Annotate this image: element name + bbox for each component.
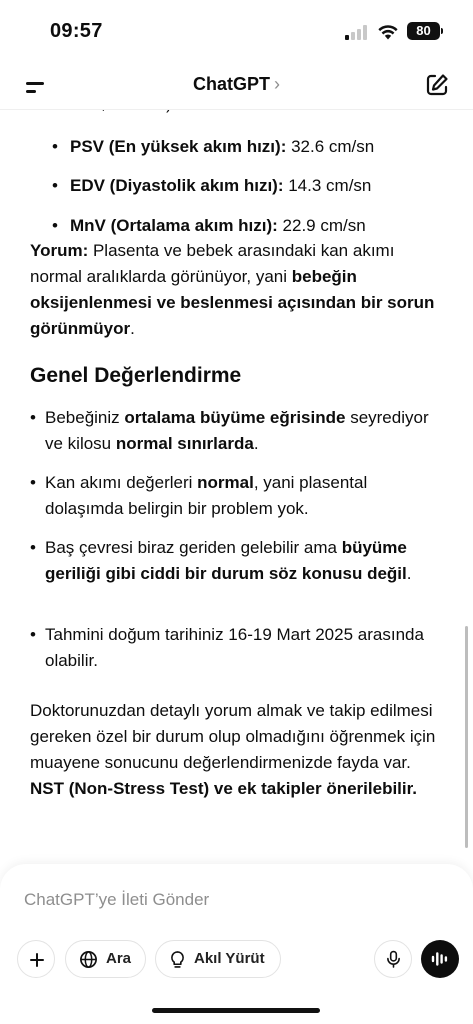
lightbulb-icon: [168, 950, 187, 969]
battery-cap: [441, 28, 443, 34]
reason-button[interactable]: [155, 940, 281, 978]
attach-button[interactable]: [17, 940, 55, 978]
doppler-value: 22.9 cm/sn: [277, 216, 366, 235]
doppler-label: PSV (En yüksek akım hızı):: [70, 137, 287, 156]
list-item: • Kan akımı değerleri normal, yani plasental dolaşımda belirgin bir problem yok.: [30, 473, 368, 518]
yorum-paragraph: Yorum: Plasenta ve bebek arasındaki kan akımı normal aralıklarda görünüyor, yani bebeğin oksijenlenmesi ve beslenmesi açısından bir sorun görünmüyor.: [30, 241, 435, 338]
doppler-value: 32.6 cm/sn: [286, 137, 375, 156]
chevron-right-icon: ›: [274, 74, 280, 94]
reason-label: Akıl Yürüt: [194, 950, 265, 967]
list-item: • Bebeğiniz ortalama büyüme eğrisinde seyrediyor ve kilosu normal sınırlarda.: [30, 408, 429, 453]
new-chat-icon[interactable]: [424, 72, 450, 98]
section-heading: Genel Değerlendirme: [30, 364, 242, 387]
home-indicator: [152, 1008, 320, 1013]
doppler-label: MnV (Ortalama akım hızı):: [70, 216, 278, 235]
cellular-signal-icon: [345, 24, 371, 40]
closing-paragraph: Doktorunuzdan detaylı yorum almak ve takip edilmesi gereken özel bir durum olup olmadığını öğrenmek için muayene sonucunu değerlendirmenizde fayda var. NST (Non-Stress Test) ve ek takipler önerilebilir.: [30, 701, 436, 798]
battery-icon: 80: [407, 22, 440, 40]
wifi-icon: [376, 21, 400, 41]
status-bar: [0, 0, 473, 64]
doppler-value: 14.3 cm/sn: [283, 176, 372, 195]
model-selector[interactable]: ChatGPT ›: [192, 74, 280, 94]
search-label: Ara: [106, 950, 132, 967]
scrollbar[interactable]: [465, 626, 468, 848]
voice-waveform-icon: [430, 949, 450, 969]
top-nav: [0, 64, 473, 110]
dictate-button[interactable]: [374, 940, 412, 978]
message-input[interactable]: ChatGPT’ye İleti Gönder: [24, 890, 210, 909]
microphone-icon: [386, 950, 401, 969]
composer: [0, 864, 473, 1024]
list-item: • Tahmini doğum tarihiniz 16-19 Mart 2025 arasında olabilir.: [30, 625, 424, 670]
chat-content[interactable]: • PSV (En yüksek akım hızı): 32.6 cm/sn • EDV (Diyastolik akım hızı): 14.3 cm/sn • MnV (Ortalama akım hızı): 22.9 cm/sn Yorum: Plasenta ve bebek arasındaki kan akımı normal aralıklarda görünüyor, yani bebeğin oksijenlenmesi ve beslenmesi açısından bir sorun görünmüyor. Genel Değerlendirme • Bebeğiniz ortalama büyüme eğrisinde seyrediyor ve kilosu normal sınırlarda. • Kan akımı değerleri normal, yani plasental dolaşımda belirgin bir problem yok. • Baş çevresi biraz geriden gelebilir ama büyüme geriliği gibi ciddi bir durum söz konusu değil. • Tahmini doğum tarihiniz 16-19 Mart 2025 arasında olabilir. Doktorunuzdan detaylı yorum almak ve takip edilmesi gereken özel bir durum olup olmadığını öğrenmek için muayene sonucunu değerlendirmenizde fayda var. NST (Non-Stress Test) ve ek takipler önerilebilir.: [0, 80, 473, 870]
list-item: • Baş çevresi biraz geriden gelebilir ama büyüme geriliği gibi ciddi bir durum söz konusu değil.: [30, 538, 412, 583]
search-button[interactable]: [65, 940, 146, 978]
plus-icon: [29, 952, 45, 968]
voice-mode-button[interactable]: [421, 940, 459, 978]
globe-icon: [79, 950, 98, 969]
status-time: 09:57: [50, 20, 103, 42]
doppler-label: EDV (Diyastolik akım hızı):: [70, 176, 284, 195]
